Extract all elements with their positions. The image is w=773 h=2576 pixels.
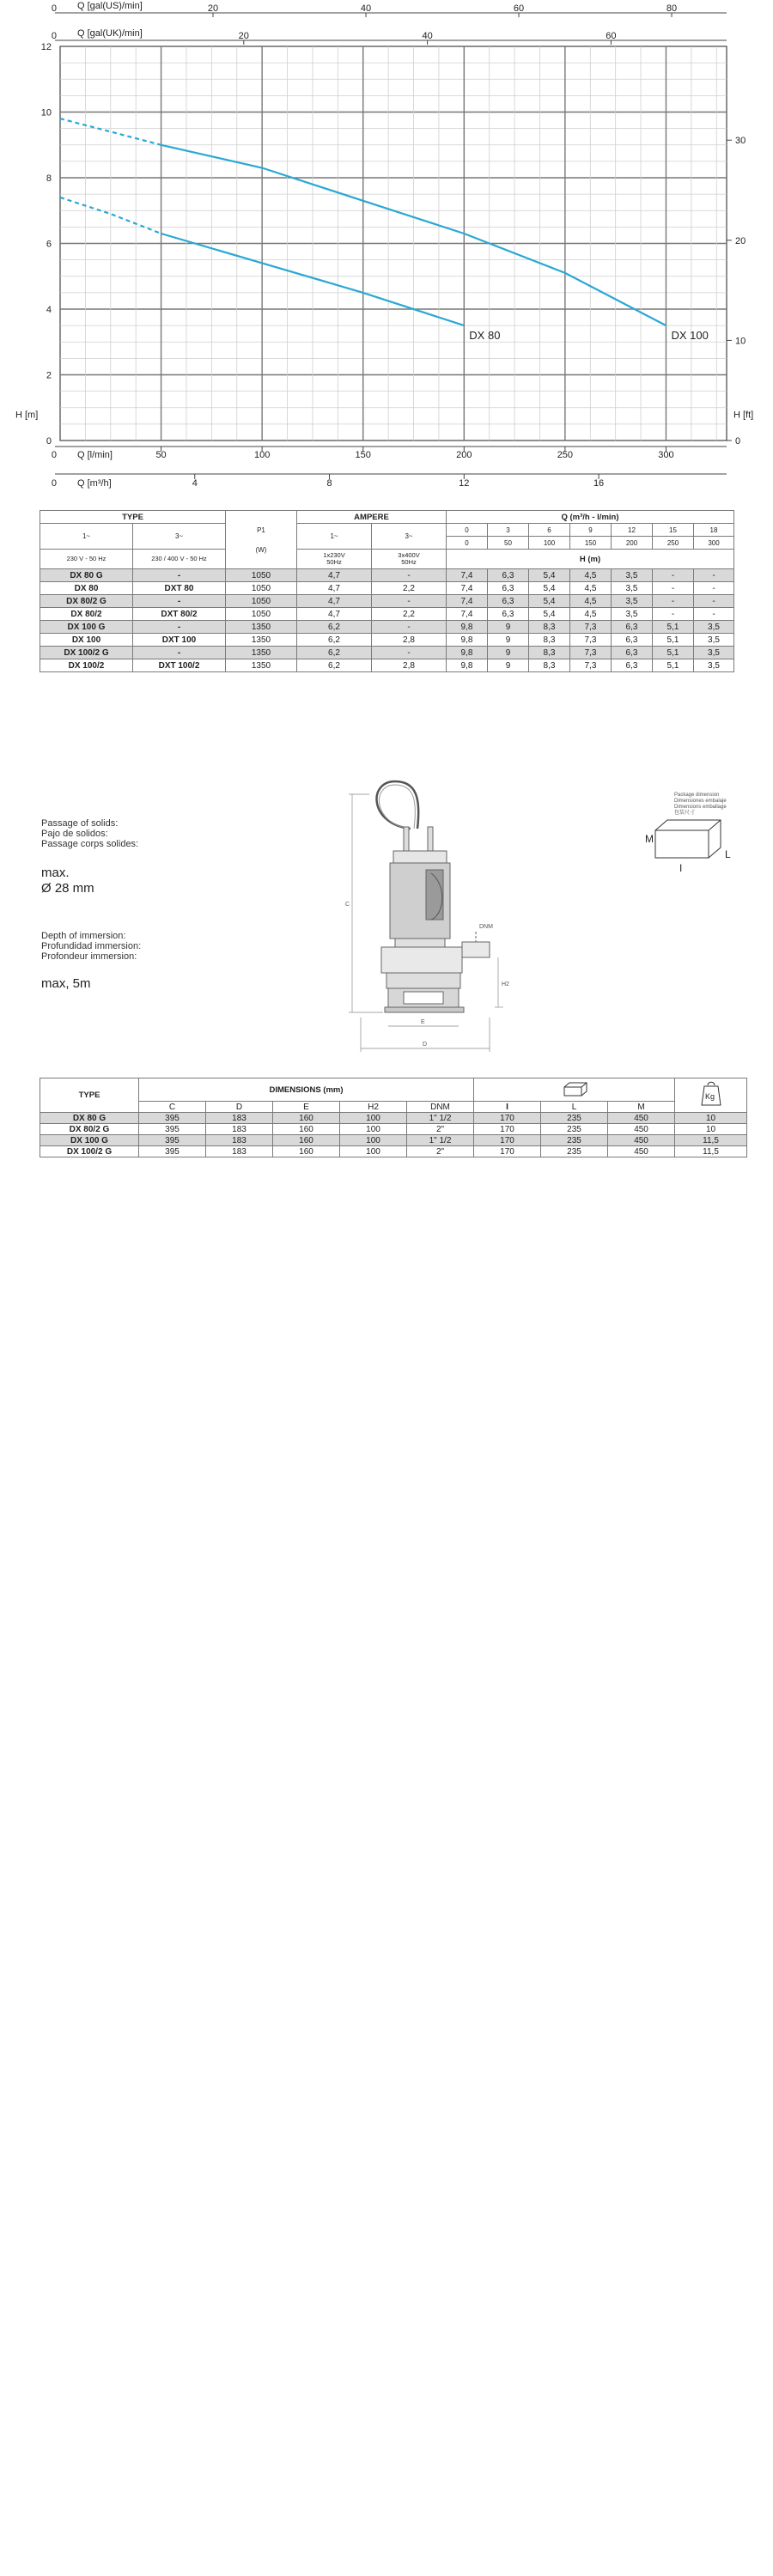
right-tick-label: 30: [735, 136, 746, 147]
table-cell: DXT 80/2: [133, 608, 226, 621]
table-cell: 5,1: [653, 659, 694, 672]
y-axis-label: H [m]: [15, 410, 39, 421]
dim-col-header: E: [273, 1102, 340, 1113]
table-cell: 1" 1/2: [407, 1113, 474, 1124]
table-cell: 6,3: [612, 647, 653, 659]
table-cell: 160: [273, 1124, 340, 1135]
dim-label-c: C: [345, 902, 350, 908]
table-cell: DX 100/2 G: [40, 1146, 139, 1157]
package-label-m: M: [645, 833, 654, 845]
right-tick-label: 20: [735, 235, 746, 246]
table-row: [40, 659, 734, 672]
table-cell: DXT 100/2: [133, 659, 226, 672]
q-lmin-cell: 300: [694, 537, 734, 550]
table-cell: 9,8: [447, 634, 488, 647]
performance-chart: [0, 0, 773, 507]
y-tick-label: 0: [46, 436, 52, 447]
box-outline: [655, 820, 721, 858]
immersion-label-es: Profundidad immersion:: [41, 941, 142, 951]
ampere-header: AMPERE: [297, 511, 447, 524]
table-cell: 5,4: [529, 582, 570, 595]
pump-illustration: [349, 781, 503, 1052]
table-cell: 5,4: [529, 608, 570, 621]
m3h-tick-label: 16: [593, 478, 605, 489]
dim-col-header: I: [474, 1102, 541, 1113]
type-header: TYPE: [40, 511, 226, 524]
package-caption-3: Dimensions emballage: [674, 805, 727, 810]
single-phase-header: 1~: [40, 524, 133, 550]
dim-label-dnm: DNM: [479, 924, 493, 930]
table-cell: DX 80/2 G: [40, 595, 133, 608]
table-cell: 1350: [226, 647, 297, 659]
dim-col-header: C: [139, 1102, 206, 1113]
ampere-1ph-supply-line2: 50Hz: [326, 558, 342, 566]
table-cell: 170: [474, 1124, 541, 1135]
table-cell: 183: [206, 1124, 273, 1135]
table-cell: 7,3: [570, 634, 612, 647]
y-tick-label: 2: [46, 370, 52, 381]
q-m3h-cell: 3: [488, 524, 529, 537]
series-0-label: DX 80: [469, 329, 501, 343]
table-cell: 100: [340, 1113, 407, 1124]
table-cell: 6,2: [297, 647, 372, 659]
three-phase-supply: 230 / 400 V - 50 Hz: [133, 550, 226, 569]
table-cell: 7,4: [447, 595, 488, 608]
dim-col-header: DNM: [407, 1102, 474, 1113]
table-cell: 395: [139, 1146, 206, 1157]
table-cell: 2": [407, 1146, 474, 1157]
table-cell: 160: [273, 1113, 340, 1124]
table-cell: -: [133, 569, 226, 582]
q-lmin-cell: 250: [653, 537, 694, 550]
table-cell: -: [653, 595, 694, 608]
table-cell: 4,5: [570, 595, 612, 608]
table-cell: 4,7: [297, 608, 372, 621]
table-cell: -: [372, 569, 447, 582]
table-cell: 183: [206, 1135, 273, 1146]
gal-uk-tick-label: 60: [606, 31, 617, 41]
chart-axes: [15, 1, 753, 489]
p1-unit: (W): [255, 545, 267, 554]
table-cell: -: [133, 595, 226, 608]
table-cell: 6,3: [612, 659, 653, 672]
pump-drawing: [335, 777, 558, 1069]
dimensions-table-body: [40, 1113, 747, 1157]
solids-value: Ø 28 mm: [41, 881, 94, 896]
table-cell: DX 100 G: [40, 621, 133, 634]
package-caption-4: 包装尺寸: [674, 811, 696, 816]
table-cell: 9: [488, 621, 529, 634]
y-tick-label: 8: [46, 173, 52, 184]
solids-max: max.: [41, 866, 70, 880]
table-cell: 6,3: [612, 634, 653, 647]
table-cell: 235: [541, 1113, 608, 1124]
table-cell: 1350: [226, 634, 297, 647]
table-cell: 9: [488, 659, 529, 672]
table-cell: 3,5: [612, 582, 653, 595]
dim-label-d: D: [423, 1042, 428, 1048]
q-m3h-cell: 9: [570, 524, 612, 537]
table-row: [40, 1146, 747, 1157]
table-cell: 1350: [226, 659, 297, 672]
table-cell: -: [653, 569, 694, 582]
table-cell: 6,3: [488, 582, 529, 595]
m3h-axis-label: Q [m³/h]: [77, 478, 112, 489]
table-cell: DX 100/2 G: [40, 647, 133, 659]
x-tick-label: 50: [155, 450, 167, 460]
gal-uk-axis-label: Q [gal(UK)/min]: [77, 28, 143, 39]
immersion-value: max, 5m: [41, 976, 91, 991]
table-row: [40, 647, 734, 659]
series-1-label: DX 100: [671, 329, 709, 343]
table-cell: 6,3: [488, 569, 529, 582]
table-cell: 3,5: [694, 621, 734, 634]
table-cell: 10: [675, 1113, 747, 1124]
ampere-3ph-supply-line2: 50Hz: [401, 558, 417, 566]
gal-us-tick-label: 80: [666, 3, 678, 14]
table-cell: 1050: [226, 582, 297, 595]
table-cell: 8,3: [529, 634, 570, 647]
package-label-i: I: [679, 862, 683, 874]
table-cell: -: [372, 595, 447, 608]
y-tick-label: 10: [40, 107, 52, 118]
p1-header: [226, 511, 297, 569]
package-label-l: L: [725, 848, 731, 860]
table-cell: 5,1: [653, 621, 694, 634]
table-row: [40, 1124, 747, 1135]
table-cell: 9: [488, 634, 529, 647]
m3h-tick-label: 8: [326, 478, 332, 489]
table-cell: 11,5: [675, 1135, 747, 1146]
x-tick-label: 0: [51, 450, 57, 460]
table-cell: 235: [541, 1124, 608, 1135]
table-row: [40, 1113, 747, 1124]
table-cell: 5,1: [653, 634, 694, 647]
table-cell: DX 100 G: [40, 1135, 139, 1146]
m3h-tick-label: 4: [192, 478, 198, 489]
immersion-label-fr: Profondeur immersion:: [41, 951, 137, 962]
table-cell: 9,8: [447, 647, 488, 659]
table-cell: -: [694, 582, 734, 595]
table-row: [40, 569, 734, 582]
dim-label-h2: H2: [502, 981, 509, 987]
table-cell: 4,5: [570, 608, 612, 621]
gal-us-axis-label: Q [gal(US)/min]: [77, 1, 143, 11]
table-cell: 1050: [226, 608, 297, 621]
x-tick-label: 300: [658, 450, 674, 460]
weight-label: Kg: [704, 1092, 715, 1101]
right-tick-label: 10: [735, 336, 746, 347]
dim-type-header: TYPE: [40, 1078, 139, 1113]
table-cell: 4,7: [297, 569, 372, 582]
table-cell: 160: [273, 1146, 340, 1157]
x-tick-label: 250: [557, 450, 574, 460]
gal-us-tick-label: 40: [360, 3, 372, 14]
dim-label-e: E: [421, 1019, 425, 1025]
gal-us-tick-label: 0: [51, 3, 57, 14]
table-cell: 1350: [226, 621, 297, 634]
table-cell: 170: [474, 1146, 541, 1157]
y-tick-label: 12: [40, 42, 52, 52]
table-cell: DX 100: [40, 634, 133, 647]
table-cell: 10: [675, 1124, 747, 1135]
table-cell: 450: [608, 1113, 675, 1124]
p1-label: P1: [257, 526, 265, 534]
table-cell: 235: [541, 1135, 608, 1146]
table-cell: 450: [608, 1124, 675, 1135]
table-cell: 9,8: [447, 659, 488, 672]
table-cell: DX 80/2: [40, 608, 133, 621]
table-cell: 3,5: [612, 595, 653, 608]
table-cell: 4,5: [570, 582, 612, 595]
ampere-3ph-supply: [372, 550, 447, 569]
q-m3h-cell: 15: [653, 524, 694, 537]
table-row: [40, 595, 734, 608]
dim-package-header: [474, 1078, 675, 1102]
three-phase-header: 3~: [133, 524, 226, 550]
table-cell: 8,3: [529, 647, 570, 659]
table-cell: 170: [474, 1113, 541, 1124]
q-header: Q (m³/h - l/min): [447, 511, 734, 524]
chart-grid: [60, 46, 727, 440]
table-cell: 2,2: [372, 608, 447, 621]
package-box-small-icon: [557, 1080, 592, 1097]
table-cell: 170: [474, 1135, 541, 1146]
table-cell: 2,2: [372, 582, 447, 595]
gal-us-tick-label: 20: [207, 3, 219, 14]
package-caption-2: Dimensiones embalaje: [674, 799, 727, 804]
y-tick-label: 4: [46, 305, 52, 315]
table-cell: 3,5: [694, 634, 734, 647]
table-cell: DX 80 G: [40, 1113, 139, 1124]
q-m3h-cell: 18: [694, 524, 734, 537]
gal-us-tick-label: 60: [513, 3, 525, 14]
table-cell: -: [653, 582, 694, 595]
table-cell: DX 80/2 G: [40, 1124, 139, 1135]
table-cell: 6,2: [297, 621, 372, 634]
single-phase-supply: 230 V - 50 Hz: [40, 550, 133, 569]
table-cell: 2,8: [372, 659, 447, 672]
table-cell: 9: [488, 647, 529, 659]
solids-label-fr: Passage corps solides:: [41, 839, 139, 849]
solids-label-es: Pajo de solidos:: [41, 829, 108, 839]
table-cell: 2": [407, 1124, 474, 1135]
immersion-label-en: Depth of immersion:: [41, 931, 126, 941]
table-cell: 183: [206, 1146, 273, 1157]
q-m3h-cell: 0: [447, 524, 488, 537]
weight-icon: [700, 1079, 722, 1109]
table-row: [40, 608, 734, 621]
table-cell: 4,5: [570, 569, 612, 582]
table-cell: 3,5: [612, 569, 653, 582]
table-cell: 6,2: [297, 659, 372, 672]
table-cell: 4,7: [297, 595, 372, 608]
x-axis-label: Q [l/min]: [77, 450, 113, 460]
table-row: [40, 621, 734, 634]
performance-table: [40, 510, 734, 672]
chart-series: [60, 118, 709, 342]
table-cell: 5,1: [653, 647, 694, 659]
table-cell: 450: [608, 1135, 675, 1146]
solids-label-en: Passage of solids:: [41, 818, 119, 829]
table-cell: 100: [340, 1146, 407, 1157]
ampere-3ph-header: 3~: [372, 524, 447, 550]
x-tick-label: 100: [253, 450, 271, 460]
table-cell: 6,2: [297, 634, 372, 647]
table-cell: DX 100/2: [40, 659, 133, 672]
table-cell: 3,5: [694, 647, 734, 659]
table-cell: 450: [608, 1146, 675, 1157]
dim-col-header: L: [541, 1102, 608, 1113]
table-cell: 6,3: [488, 595, 529, 608]
table-cell: 9,8: [447, 621, 488, 634]
table-row: [40, 582, 734, 595]
dim-col-header: D: [206, 1102, 273, 1113]
table-cell: -: [653, 608, 694, 621]
q-lmin-cell: 200: [612, 537, 653, 550]
gal-uk-tick-label: 0: [51, 31, 57, 41]
table-cell: 3,5: [694, 659, 734, 672]
gal-uk-tick-label: 40: [422, 31, 433, 41]
performance-table-body: [40, 569, 734, 672]
ampere-1ph-header: 1~: [297, 524, 372, 550]
dim-col-header: H2: [340, 1102, 407, 1113]
table-cell: -: [694, 569, 734, 582]
table-cell: 100: [340, 1124, 407, 1135]
dim-weight-header: [675, 1078, 747, 1113]
q-lmin-cell: 50: [488, 537, 529, 550]
table-cell: 7,4: [447, 582, 488, 595]
table-cell: 5,4: [529, 595, 570, 608]
h-header: H (m): [447, 550, 734, 569]
table-cell: -: [133, 621, 226, 634]
table-cell: 6,3: [488, 608, 529, 621]
table-cell: 8,3: [529, 621, 570, 634]
table-cell: 395: [139, 1124, 206, 1135]
table-row: [40, 1135, 747, 1146]
table-cell: 2,8: [372, 634, 447, 647]
table-cell: -: [372, 621, 447, 634]
table-cell: 5,4: [529, 569, 570, 582]
ampere-1ph-supply: [297, 550, 372, 569]
table-cell: 7,4: [447, 569, 488, 582]
gal-uk-tick-label: 20: [238, 31, 249, 41]
ampere-3ph-supply-line1: 3x400V: [398, 551, 420, 559]
table-cell: -: [372, 647, 447, 659]
table-cell: 4,7: [297, 582, 372, 595]
q-lmin-cell: 0: [447, 537, 488, 550]
right-axis-label: H [ft]: [733, 410, 754, 421]
package-box-icon: [640, 786, 743, 876]
x-tick-label: 150: [355, 450, 371, 460]
table-cell: DXT 100: [133, 634, 226, 647]
table-cell: 1050: [226, 569, 297, 582]
package-caption-1: Package dimension: [674, 793, 720, 798]
dimensions-table: [40, 1078, 747, 1157]
table-cell: 7,3: [570, 647, 612, 659]
table-cell: 8,3: [529, 659, 570, 672]
q-m3h-cell: 12: [612, 524, 653, 537]
table-cell: -: [133, 647, 226, 659]
table-cell: 160: [273, 1135, 340, 1146]
table-cell: 1050: [226, 595, 297, 608]
table-cell: 395: [139, 1113, 206, 1124]
table-cell: 7,3: [570, 621, 612, 634]
q-lmin-cell: 150: [570, 537, 612, 550]
right-tick-label: 0: [735, 436, 741, 447]
table-row: [40, 634, 734, 647]
q-lmin-cell: 100: [529, 537, 570, 550]
table-cell: 395: [139, 1135, 206, 1146]
table-cell: 1" 1/2: [407, 1135, 474, 1146]
dim-dimensions-header: DIMENSIONS (mm): [139, 1078, 474, 1102]
table-cell: DX 80: [40, 582, 133, 595]
table-cell: 3,5: [612, 608, 653, 621]
table-cell: -: [694, 608, 734, 621]
table-cell: 11,5: [675, 1146, 747, 1157]
table-cell: 100: [340, 1135, 407, 1146]
ampere-1ph-supply-line1: 1x230V: [323, 551, 345, 559]
m3h-tick-label: 0: [51, 478, 57, 489]
x-tick-label: 200: [456, 450, 472, 460]
table-cell: 183: [206, 1113, 273, 1124]
q-m3h-cell: 6: [529, 524, 570, 537]
table-cell: 7,4: [447, 608, 488, 621]
table-cell: 6,3: [612, 621, 653, 634]
table-cell: 7,3: [570, 659, 612, 672]
table-cell: DX 80 G: [40, 569, 133, 582]
table-cell: 235: [541, 1146, 608, 1157]
table-cell: DXT 80: [133, 582, 226, 595]
y-tick-label: 6: [46, 239, 52, 250]
dim-col-header: M: [608, 1102, 675, 1113]
m3h-tick-label: 12: [459, 478, 470, 489]
table-cell: -: [694, 595, 734, 608]
